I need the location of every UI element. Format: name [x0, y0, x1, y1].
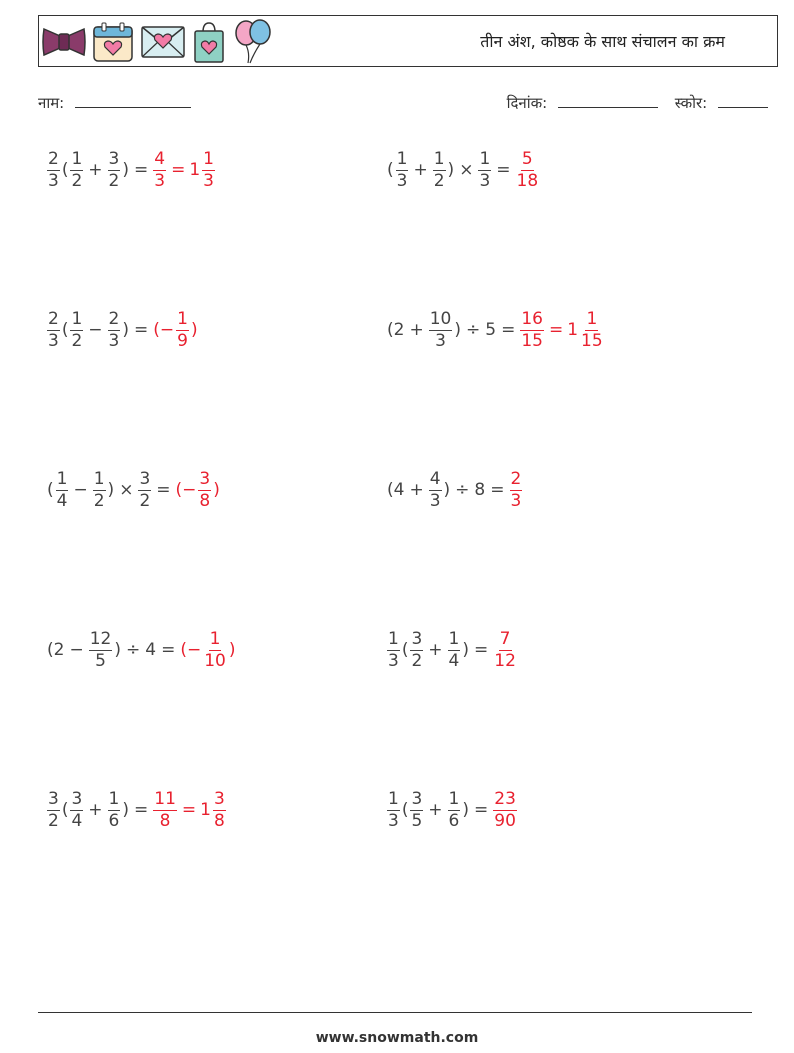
denominator: 6: [448, 810, 460, 831]
operator: =: [161, 640, 176, 660]
denominator: 10: [204, 650, 226, 671]
expression-text: ): [122, 160, 130, 180]
denominator: 2: [433, 170, 445, 191]
problem-10: [386, 788, 518, 832]
numerator: 4: [429, 468, 441, 489]
fraction: [387, 628, 400, 671]
denominator: 15: [521, 330, 543, 351]
denominator: 3: [48, 170, 59, 191]
numerator: 3: [411, 788, 423, 809]
score-label: स्कोर:: [674, 94, 708, 112]
operator: =: [474, 800, 489, 820]
expression-text: (−: [180, 640, 202, 660]
fraction: [429, 308, 453, 351]
fraction: [70, 788, 83, 831]
denominator: 3: [435, 330, 446, 351]
fraction: [108, 308, 121, 351]
fraction: [70, 148, 83, 191]
problem-4: [386, 308, 605, 352]
numerator: 1: [448, 788, 460, 809]
numerator: 3: [213, 788, 225, 809]
fraction: [93, 468, 106, 511]
numerator: 2: [48, 308, 59, 329]
denominator: 2: [93, 490, 105, 511]
fraction: [433, 148, 446, 191]
denominator: 3: [388, 810, 399, 831]
operator: ÷: [125, 640, 141, 660]
fraction: [138, 468, 151, 511]
numerator: 1: [388, 788, 399, 809]
date-score-fields: [507, 92, 768, 113]
footer-website: www.snowmath.com: [315, 1030, 479, 1046]
denominator: 18: [516, 170, 539, 191]
numerator: 2: [108, 308, 120, 329]
name-label: नाम:: [38, 94, 65, 112]
envelope-heart-icon: [140, 24, 186, 60]
numerator: 1: [479, 148, 491, 169]
denominator: 2: [108, 170, 120, 191]
operator: +: [428, 800, 443, 820]
expression-text: 8: [474, 480, 486, 500]
numerator: 1: [177, 308, 188, 329]
operator: =: [181, 800, 197, 820]
answer: [152, 308, 198, 351]
whole-number: 1: [567, 320, 579, 340]
numerator: 3: [48, 788, 59, 809]
denominator: 8: [159, 810, 171, 831]
score-blank[interactable]: [718, 92, 768, 108]
numerator: 3: [139, 468, 151, 489]
numerator: 3: [71, 788, 83, 809]
answer: [179, 628, 236, 671]
denominator: 3: [479, 170, 491, 191]
expression-text: ): [122, 320, 130, 340]
fraction: [410, 788, 423, 831]
fraction: [580, 308, 604, 351]
numerator: 1: [71, 308, 83, 329]
fraction: [47, 148, 60, 191]
numerator: 5: [521, 148, 533, 169]
denominator: 2: [71, 170, 83, 191]
fraction: [56, 468, 69, 511]
denominator: 15: [581, 330, 603, 351]
expression-text: (−: [175, 480, 197, 500]
operator: ×: [119, 480, 134, 500]
operator: ×: [459, 160, 474, 180]
header-icons: [42, 20, 274, 64]
footer-divider: [38, 1012, 752, 1013]
expression-text: (4: [387, 480, 405, 500]
bow-tie-icon: [42, 25, 86, 59]
expression-text: (: [47, 480, 54, 500]
operator: =: [171, 160, 186, 180]
numerator: 1: [71, 148, 83, 169]
expression-text: (: [401, 800, 409, 820]
worksheet-title: तीन अंश, कोष्ठक के साथ संचालन का क्रम: [480, 32, 725, 51]
expression-text: ): [462, 640, 470, 660]
expression-text: (: [61, 800, 69, 820]
expression-text: (: [387, 160, 394, 180]
numerator: 23: [494, 788, 516, 809]
denominator: 5: [95, 650, 106, 671]
denominator: 8: [199, 490, 211, 511]
expression-text: (: [61, 320, 69, 340]
fraction: [203, 628, 227, 671]
whole-number: 1: [200, 800, 211, 820]
numerator: 1: [396, 148, 408, 169]
numerator: 1: [448, 628, 460, 649]
numerator: 11: [154, 788, 176, 809]
numerator: 1: [93, 468, 105, 489]
denominator: 5: [411, 810, 423, 831]
problem-3: [46, 308, 199, 352]
fraction: [108, 148, 121, 191]
fraction: [493, 788, 517, 831]
numerator: 1: [388, 628, 399, 649]
fraction: [448, 788, 461, 831]
operator: =: [548, 320, 564, 340]
fraction: [70, 308, 83, 351]
fraction: [47, 308, 60, 351]
fraction: [108, 788, 121, 831]
denominator: 9: [177, 330, 188, 351]
denominator: 4: [448, 650, 460, 671]
answer: [515, 148, 541, 191]
denominator: 4: [71, 810, 83, 831]
operator: +: [428, 640, 443, 660]
expression-text: (2: [47, 640, 65, 660]
problem-2: [386, 148, 540, 192]
denominator: 3: [396, 170, 408, 191]
operator: =: [490, 480, 505, 500]
date-blank[interactable]: [558, 92, 658, 108]
operator: +: [409, 480, 424, 500]
operator: =: [134, 160, 149, 180]
problem-8: [386, 628, 518, 672]
denominator: 6: [108, 810, 120, 831]
numerator: 1: [586, 308, 598, 329]
fraction: [448, 628, 461, 671]
fraction: [387, 788, 400, 831]
answer: [152, 788, 227, 831]
fraction: [396, 148, 409, 191]
numerator: 16: [521, 308, 543, 329]
numerator: 1: [56, 468, 68, 489]
numerator: 1: [209, 628, 221, 649]
numerator: 1: [433, 148, 445, 169]
fraction: [202, 148, 215, 191]
name-field: [38, 92, 191, 113]
expression-text: ): [447, 160, 455, 180]
numerator: 12: [89, 628, 112, 649]
expression-text: ): [443, 480, 451, 500]
fraction: [47, 788, 60, 831]
denominator: 8: [213, 810, 225, 831]
gift-bag-icon: [192, 20, 226, 64]
fraction: [89, 628, 113, 671]
balloons-icon: [232, 19, 274, 65]
operator: =: [501, 320, 516, 340]
operator: −: [88, 320, 103, 340]
numerator: 2: [510, 468, 522, 489]
whole-number: 1: [189, 160, 201, 180]
numerator: 3: [108, 148, 120, 169]
expression-text: 4: [145, 640, 157, 660]
answer: [152, 148, 216, 191]
date-label: दिनांक:: [506, 94, 548, 112]
problem-5: [46, 468, 221, 512]
expression-text: (2: [387, 320, 405, 340]
denominator: 3: [429, 490, 441, 511]
operator: =: [496, 160, 511, 180]
fraction: [153, 788, 177, 831]
expression-text: ): [107, 480, 115, 500]
problem-1: [46, 148, 216, 192]
fraction: [198, 468, 211, 511]
problem-7: [46, 628, 236, 672]
operator: ÷: [455, 480, 470, 500]
answer: [509, 468, 524, 511]
expression-text: (: [61, 160, 69, 180]
denominator: 3: [48, 330, 59, 351]
fraction: [478, 148, 491, 191]
denominator: 3: [510, 490, 522, 511]
problem-9: [46, 788, 227, 832]
numerator: 3: [199, 468, 211, 489]
denominator: 2: [48, 810, 59, 831]
operator: =: [134, 800, 149, 820]
denominator: 3: [203, 170, 214, 191]
expression-text: ): [454, 320, 461, 340]
denominator: 3: [388, 650, 399, 671]
denominator: 4: [56, 490, 68, 511]
fraction: [410, 628, 423, 671]
numerator: 4: [154, 148, 166, 169]
operator: ÷: [465, 320, 481, 340]
denominator: 2: [411, 650, 423, 671]
denominator: 2: [139, 490, 151, 511]
expression-text: ): [114, 640, 121, 660]
expression-text: ): [462, 800, 470, 820]
numerator: 1: [108, 788, 120, 809]
fraction: [176, 308, 189, 351]
expression-text: ): [190, 320, 198, 340]
numerator: 3: [411, 628, 423, 649]
fraction: [429, 468, 442, 511]
expression-text: ): [213, 480, 220, 500]
answer: [492, 628, 518, 671]
expression-text: ): [228, 640, 236, 660]
problem-6: [386, 468, 523, 512]
fraction: [516, 148, 540, 191]
operator: −: [69, 640, 84, 660]
numerator: 1: [203, 148, 214, 169]
operator: +: [413, 160, 428, 180]
expression-text: (: [401, 640, 409, 660]
numerator: 7: [499, 628, 511, 649]
fraction: [213, 788, 226, 831]
expression-text: 5: [485, 320, 497, 340]
operator: =: [156, 480, 171, 500]
denominator: 3: [108, 330, 120, 351]
operator: +: [88, 160, 103, 180]
operator: −: [73, 480, 88, 500]
worksheet-header: [38, 15, 778, 67]
denominator: 12: [494, 650, 516, 671]
expression-text: ): [122, 800, 130, 820]
fraction: [520, 308, 544, 351]
numerator: 2: [48, 148, 59, 169]
answer: [519, 308, 604, 351]
answer: [492, 788, 518, 831]
denominator: 90: [494, 810, 516, 831]
calendar-heart-icon: [92, 21, 134, 63]
fraction: [493, 628, 517, 671]
name-blank[interactable]: [75, 92, 191, 108]
expression-text: (−: [153, 320, 175, 340]
operator: =: [474, 640, 489, 660]
operator: =: [134, 320, 149, 340]
fraction: [510, 468, 523, 511]
denominator: 3: [154, 170, 166, 191]
numerator: 10: [429, 308, 452, 329]
fraction: [153, 148, 166, 191]
operator: +: [88, 800, 103, 820]
answer: [175, 468, 221, 511]
denominator: 2: [71, 330, 83, 351]
operator: +: [409, 320, 424, 340]
